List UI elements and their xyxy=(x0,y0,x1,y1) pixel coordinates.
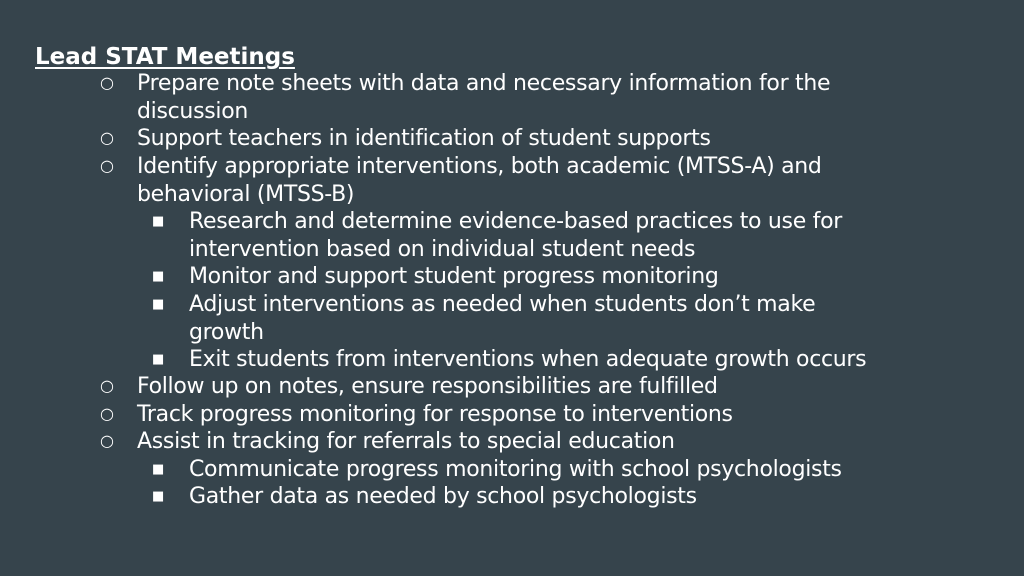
list-item xyxy=(189,208,842,263)
square-bullet-icon: ■ xyxy=(152,462,165,477)
circle-bullet-icon: ○ xyxy=(100,156,114,175)
list-item xyxy=(189,456,842,484)
list-item xyxy=(189,263,719,291)
square-bullet-icon: ■ xyxy=(152,489,165,504)
list-item-line: Support teachers in identification of student supports xyxy=(137,126,711,151)
circle-bullet-icon: ○ xyxy=(100,404,114,423)
list-item xyxy=(137,401,733,429)
list-item xyxy=(137,373,718,401)
list-item-line: discussion xyxy=(137,98,249,124)
list-item xyxy=(137,125,711,153)
list-item-line: intervention based on individual student needs xyxy=(189,236,696,262)
circle-bullet-icon: ○ xyxy=(100,128,114,147)
list-item-line: growth xyxy=(189,319,264,345)
circle-bullet-icon: ○ xyxy=(100,376,114,395)
list-item-line: Prepare note sheets with data and necessary information for the xyxy=(137,71,831,96)
list-item-line: Assist in tracking for referrals to special education xyxy=(137,429,675,454)
square-bullet-icon: ■ xyxy=(152,297,165,312)
circle-bullet-icon: ○ xyxy=(100,73,114,92)
list-item xyxy=(137,428,675,456)
list-item xyxy=(137,70,830,125)
list-item xyxy=(137,153,822,208)
list-item-line: Follow up on notes, ensure responsibilities are fulfilled xyxy=(137,374,718,399)
list-item xyxy=(189,346,866,374)
list-item xyxy=(189,483,697,511)
square-bullet-icon: ■ xyxy=(152,352,165,367)
list-item-line: behavioral (MTSS-B) xyxy=(137,181,355,207)
square-bullet-icon: ■ xyxy=(152,269,165,284)
circle-bullet-icon: ○ xyxy=(100,431,114,450)
list-item-line: Monitor and support student progress monitoring xyxy=(189,264,719,289)
list-item-line: Gather data as needed by school psychologists xyxy=(189,484,697,509)
list-item-line: Exit students from interventions when adequate growth occurs xyxy=(189,347,867,372)
list-item-line: Identify appropriate interventions, both academic (MTSS-A) and xyxy=(137,154,822,179)
square-bullet-icon: ■ xyxy=(152,214,165,229)
slide-heading: Lead STAT Meetings xyxy=(35,44,295,70)
list-item-line: Adjust interventions as needed when students don’t make xyxy=(189,292,816,317)
list-item xyxy=(189,291,815,346)
list-item-line: Research and determine evidence-based practices to use for xyxy=(189,209,842,234)
list-item-line: Communicate progress monitoring with school psychologists xyxy=(189,457,842,482)
list-item-line: Track progress monitoring for response to interventions xyxy=(137,402,733,427)
